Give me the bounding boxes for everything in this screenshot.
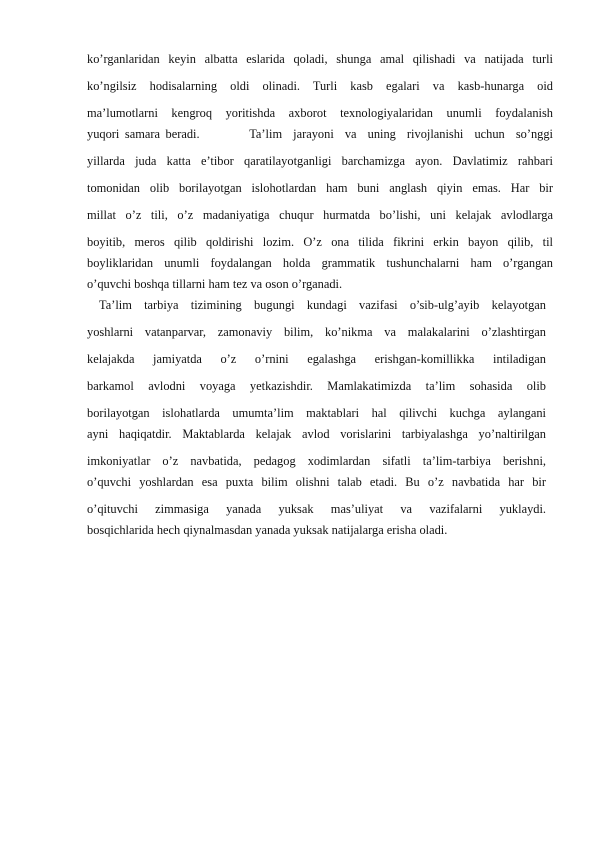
text-line: borilayotgan islohatlarda umumta’lim maktablari hal qilivchi kuchga aylangani bbox=[87, 406, 546, 420]
text-line: yillarda juda katta e’tibor qaratilayotganligi barchamizga ayon. Davlatimiz rahbari bbox=[87, 154, 553, 168]
text-line: o’quvchi yoshlardan esa puxta bilim olishni talab etadi. Bu o’z navbatida har bir bbox=[87, 475, 546, 489]
text-line: imkoniyatlar o’z navbatida, pedagog xodimlardan sifatli ta’lim-tarbiya berishni, bbox=[87, 454, 546, 468]
text-line: boyliklaridan unumli foydalangan holda grammatik tushunchalarni ham o’rgangan bbox=[87, 256, 553, 270]
text-line: Ta’lim tarbiya tizimining bugungi kundagi vazifasi o’sib-ulg’ayib kelayotgan bbox=[99, 298, 546, 312]
text-line: ko’ngilsiz hodisalarning oldi olinadi. Turli kasb egalari va kasb-hunarga oid bbox=[87, 79, 553, 93]
text-line: tomonidan olib borilayotgan islohotlardan ham buni anglash qiyin emas. Har bir bbox=[87, 181, 553, 195]
text-line: barkamol avlodni voyaga yetkazishdir. Mamlakatimizda ta’lim sohasida olib bbox=[87, 379, 546, 393]
text-line: yoshlarni vatanparvar, zamonaviy bilim, ko’nikma va malakalarini o’zlashtirgan bbox=[87, 325, 546, 339]
text-line: bosqichlarida hech qiynalmasdan yanada yuksak natijalarga erisha oladi. bbox=[87, 523, 448, 537]
text-line: o’quvchi boshqa tillarni ham tez va oson o’rganadi. bbox=[87, 277, 343, 291]
text-line: ayni haqiqatdir. Maktablarda kelajak avlod vorislarini tarbiyalashga yo’naltirilgan bbox=[87, 427, 546, 441]
text-line: kelajakda jamiyatda o’z o’rnini egalashga erishgan-komillikka intiladigan bbox=[87, 352, 546, 366]
text-line: ma’lumotlarni kengroq yoritishda axborot texnologiyalaridan unumli foydalanish bbox=[87, 106, 553, 120]
text-line: o’qituvchi zimmasiga yanada yuksak mas’uliyat va vazifalarni yuklaydi. bbox=[87, 502, 546, 516]
text-line: ko’rganlaridan keyin albatta eslarida qoladi, shunga amal qilishadi va natijada turli bbox=[87, 52, 553, 66]
text-line: boyitib, meros qilib qoldirishi lozim. O’z ona tilida fikrini erkin bayon qilib, til bbox=[87, 235, 553, 249]
text-line: yuqori samara beradi. Ta’lim jarayoni va uning rivojlanishi uchun so’nggi bbox=[87, 127, 553, 141]
text-line: millat o’z tili, o’z madaniyatiga chuqur hurmatda bo’lishi, uni kelajak avlodlarga bbox=[87, 208, 553, 222]
